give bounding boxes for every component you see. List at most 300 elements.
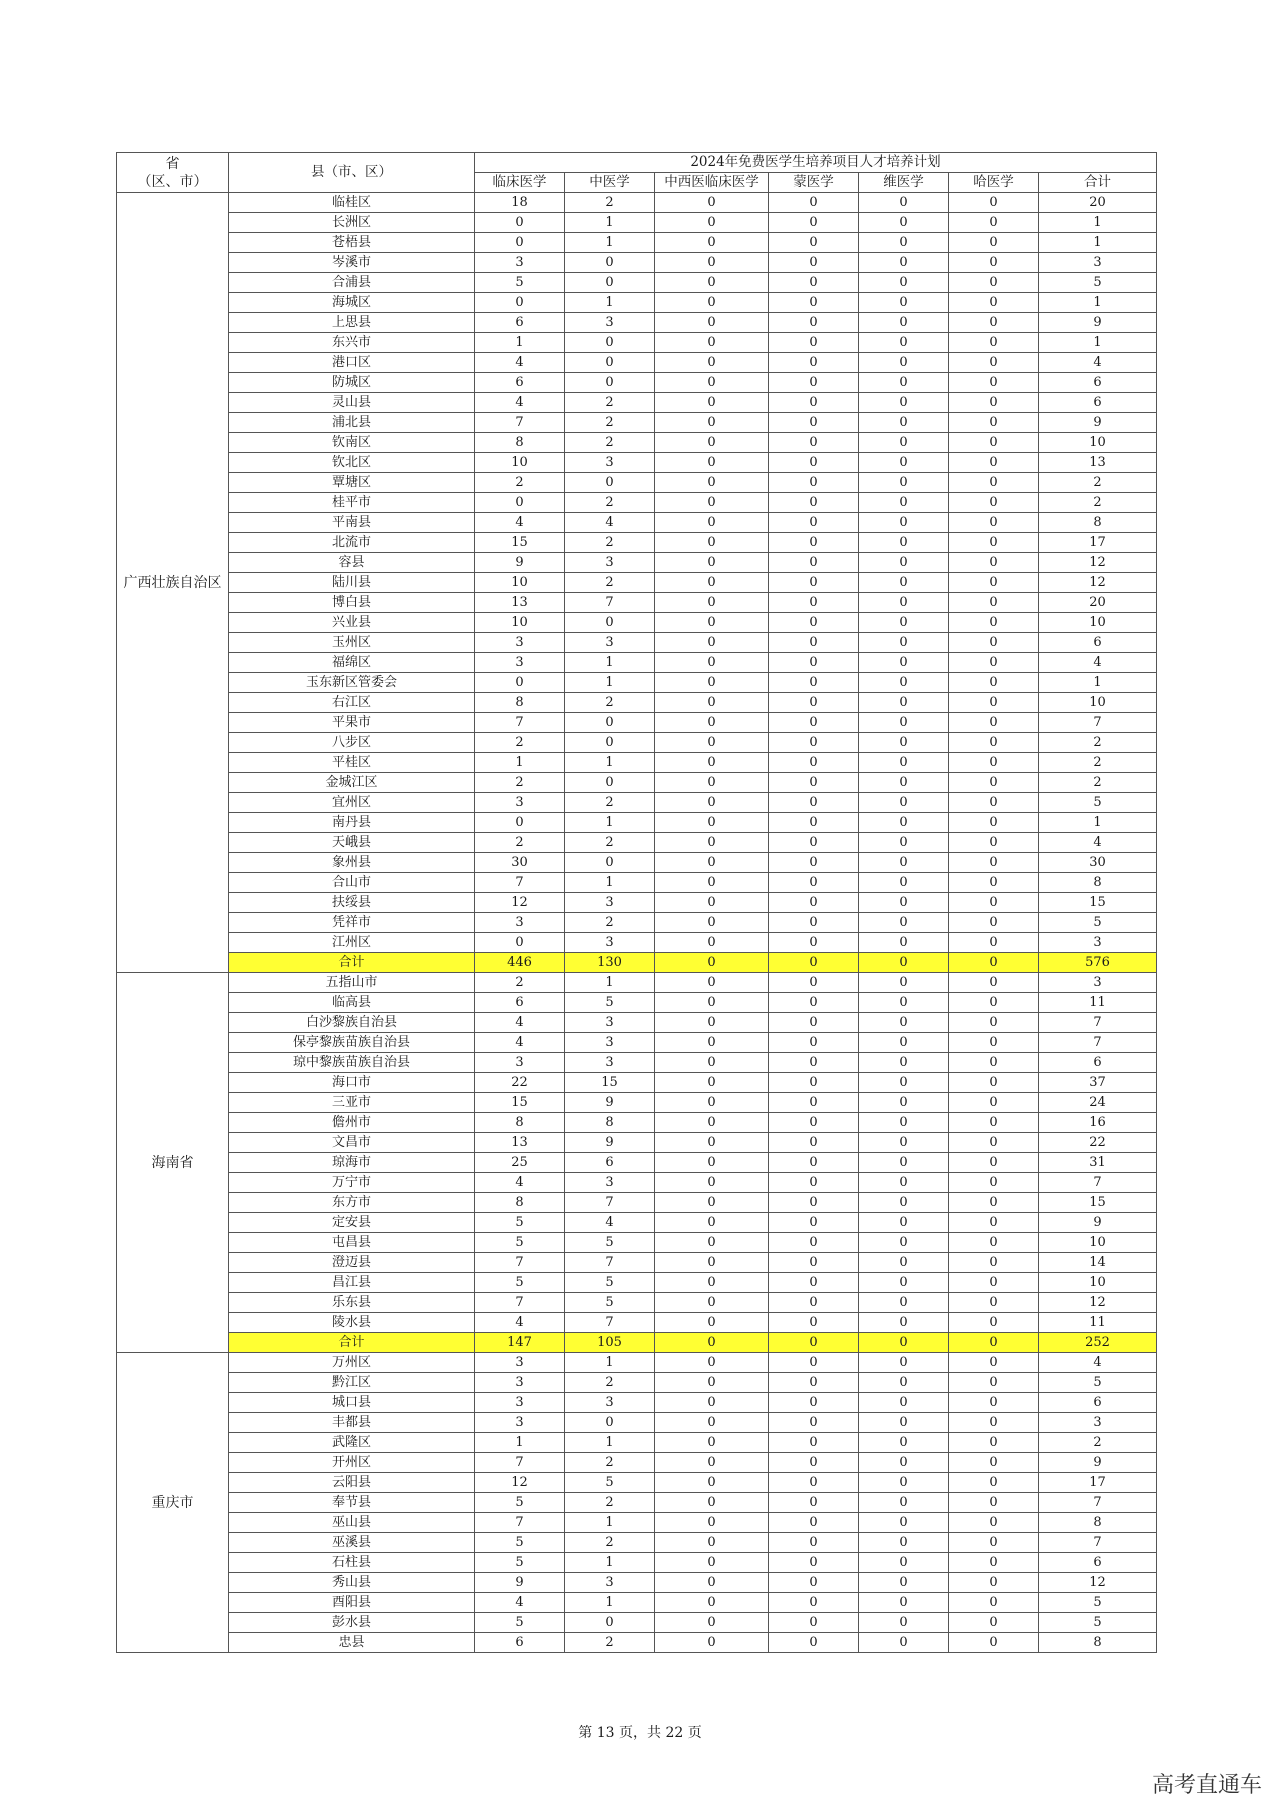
county-cell: 三亚市 (229, 1093, 475, 1113)
value-cell: 3 (475, 653, 565, 673)
value-cell: 0 (475, 213, 565, 233)
county-cell: 石柱县 (229, 1553, 475, 1573)
table-row (117, 573, 1157, 593)
value-cell: 0 (769, 1353, 859, 1373)
value-cell: 0 (949, 873, 1039, 893)
value-cell: 5 (475, 1493, 565, 1513)
value-cell: 5 (1039, 793, 1157, 813)
table-row (117, 513, 1157, 533)
value-cell: 8 (1039, 873, 1157, 893)
value-cell: 0 (859, 213, 949, 233)
table-row (117, 633, 1157, 653)
value-cell: 1 (475, 333, 565, 353)
table-row (117, 413, 1157, 433)
table-header (117, 153, 1157, 193)
value-cell: 0 (949, 1053, 1039, 1073)
value-cell: 3 (475, 1393, 565, 1413)
value-cell: 3 (1039, 253, 1157, 273)
value-cell: 0 (949, 973, 1039, 993)
value-cell: 1 (565, 673, 655, 693)
value-cell: 4 (475, 1313, 565, 1333)
value-cell: 10 (475, 613, 565, 633)
value-cell: 0 (655, 1033, 769, 1053)
value-cell: 4 (565, 513, 655, 533)
county-cell: 平南县 (229, 513, 475, 533)
value-cell: 2 (565, 793, 655, 813)
value-cell: 0 (949, 1013, 1039, 1033)
value-cell: 0 (949, 933, 1039, 953)
value-cell: 0 (859, 493, 949, 513)
county-cell: 钦南区 (229, 433, 475, 453)
value-cell: 1 (1039, 213, 1157, 233)
value-cell: 0 (655, 1173, 769, 1193)
county-cell: 北流市 (229, 533, 475, 553)
county-cell: 云阳县 (229, 1473, 475, 1493)
value-cell: 0 (859, 253, 949, 273)
table-row (117, 213, 1157, 233)
value-cell: 0 (949, 1093, 1039, 1113)
value-cell: 4 (1039, 1353, 1157, 1373)
value-cell: 1 (565, 1353, 655, 1373)
total-value: 0 (859, 953, 949, 973)
value-cell: 1 (475, 1433, 565, 1453)
value-cell: 0 (769, 913, 859, 933)
value-cell: 9 (565, 1093, 655, 1113)
value-cell: 0 (655, 1053, 769, 1073)
value-cell: 0 (769, 353, 859, 373)
county-cell: 东兴市 (229, 333, 475, 353)
county-cell: 琼海市 (229, 1153, 475, 1173)
value-cell: 7 (565, 1193, 655, 1213)
value-cell: 0 (655, 353, 769, 373)
value-cell: 2 (565, 1533, 655, 1553)
county-cell: 奉节县 (229, 1493, 475, 1513)
value-cell: 3 (565, 933, 655, 953)
table-row (117, 993, 1157, 1013)
value-cell: 1 (565, 653, 655, 673)
value-cell: 0 (769, 1073, 859, 1093)
value-cell: 3 (475, 793, 565, 813)
county-cell: 博白县 (229, 593, 475, 613)
value-cell: 0 (859, 313, 949, 333)
value-cell: 1 (565, 973, 655, 993)
value-cell: 1 (565, 1513, 655, 1533)
value-cell: 0 (769, 1233, 859, 1253)
table-row (117, 973, 1157, 993)
value-cell: 0 (949, 1133, 1039, 1153)
table-row (117, 1593, 1157, 1613)
value-cell: 12 (475, 893, 565, 913)
value-cell: 0 (565, 373, 655, 393)
value-cell: 0 (655, 333, 769, 353)
value-cell: 0 (769, 1173, 859, 1193)
value-cell: 0 (655, 793, 769, 813)
value-cell: 15 (475, 1093, 565, 1113)
value-cell: 12 (475, 1473, 565, 1493)
value-cell: 3 (1039, 933, 1157, 953)
county-cell: 上思县 (229, 313, 475, 333)
value-cell: 0 (655, 413, 769, 433)
value-cell: 0 (769, 1273, 859, 1293)
value-cell: 0 (949, 1193, 1039, 1213)
value-cell: 0 (655, 1573, 769, 1593)
county-header: 县（市、区） (229, 153, 475, 193)
table-row (117, 1413, 1157, 1433)
value-cell: 0 (655, 1113, 769, 1133)
table-row (117, 393, 1157, 413)
county-cell: 酉阳县 (229, 1593, 475, 1613)
value-cell: 30 (475, 853, 565, 873)
value-cell: 0 (859, 1633, 949, 1653)
value-cell: 0 (949, 333, 1039, 353)
province-cell: 海南省 (117, 973, 229, 1353)
table-row (117, 673, 1157, 693)
value-cell: 0 (859, 653, 949, 673)
value-cell: 0 (769, 1473, 859, 1493)
value-cell: 0 (655, 1353, 769, 1373)
value-cell: 10 (1039, 693, 1157, 713)
value-cell: 0 (769, 433, 859, 453)
value-cell: 2 (565, 573, 655, 593)
county-cell: 乐东县 (229, 1293, 475, 1313)
table-row (117, 653, 1157, 673)
value-cell: 2 (565, 1373, 655, 1393)
value-cell: 0 (949, 1513, 1039, 1533)
value-cell: 0 (859, 1453, 949, 1473)
table-row (117, 373, 1157, 393)
table-row (117, 473, 1157, 493)
value-cell: 9 (1039, 313, 1157, 333)
value-cell: 0 (859, 1033, 949, 1053)
value-cell: 0 (769, 413, 859, 433)
value-cell: 0 (859, 293, 949, 313)
county-cell: 平果市 (229, 713, 475, 733)
value-cell: 0 (949, 293, 1039, 313)
table-row (117, 1053, 1157, 1073)
value-cell: 8 (475, 693, 565, 713)
value-cell: 0 (859, 533, 949, 553)
table-row (117, 493, 1157, 513)
table-row (117, 1133, 1157, 1153)
total-value: 0 (655, 1333, 769, 1353)
column-header: 哈医学 (949, 173, 1039, 193)
value-cell: 0 (949, 753, 1039, 773)
county-cell: 江州区 (229, 933, 475, 953)
value-cell: 0 (949, 573, 1039, 593)
value-cell: 7 (475, 713, 565, 733)
value-cell: 0 (769, 473, 859, 493)
table-row (117, 853, 1157, 873)
table-row (117, 1013, 1157, 1033)
value-cell: 6 (475, 993, 565, 1013)
value-cell: 10 (1039, 613, 1157, 633)
value-cell: 0 (949, 1553, 1039, 1573)
value-cell: 13 (475, 1133, 565, 1153)
value-cell: 37 (1039, 1073, 1157, 1093)
value-cell: 0 (769, 853, 859, 873)
value-cell: 17 (1039, 533, 1157, 553)
value-cell: 10 (475, 573, 565, 593)
value-cell: 0 (859, 1253, 949, 1273)
value-cell: 8 (1039, 513, 1157, 533)
value-cell: 0 (949, 1413, 1039, 1433)
value-cell: 0 (769, 1393, 859, 1413)
value-cell: 0 (859, 713, 949, 733)
value-cell: 2 (565, 693, 655, 713)
value-cell: 0 (949, 1313, 1039, 1333)
value-cell: 0 (655, 1393, 769, 1413)
value-cell: 11 (1039, 993, 1157, 1013)
value-cell: 0 (655, 633, 769, 653)
value-cell: 0 (769, 193, 859, 213)
value-cell: 0 (769, 693, 859, 713)
value-cell: 10 (1039, 433, 1157, 453)
value-cell: 2 (475, 733, 565, 753)
county-cell: 陆川县 (229, 573, 475, 593)
value-cell: 10 (1039, 1233, 1157, 1253)
county-cell: 福绵区 (229, 653, 475, 673)
county-cell: 城口县 (229, 1393, 475, 1413)
value-cell: 0 (949, 1293, 1039, 1313)
value-cell: 0 (475, 673, 565, 693)
value-cell: 0 (565, 253, 655, 273)
county-cell: 陵水县 (229, 1313, 475, 1333)
value-cell: 9 (1039, 1453, 1157, 1473)
value-cell: 0 (655, 653, 769, 673)
value-cell: 0 (565, 773, 655, 793)
plan-title: 2024年免费医学生培养项目人才培养计划 (475, 153, 1157, 173)
value-cell: 0 (859, 973, 949, 993)
value-cell: 0 (655, 593, 769, 613)
value-cell: 0 (769, 1313, 859, 1333)
value-cell: 0 (859, 573, 949, 593)
value-cell: 5 (475, 1273, 565, 1293)
value-cell: 0 (949, 413, 1039, 433)
value-cell: 1 (1039, 673, 1157, 693)
table-row (117, 1273, 1157, 1293)
value-cell: 0 (769, 573, 859, 593)
value-cell: 0 (859, 913, 949, 933)
value-cell: 0 (655, 693, 769, 713)
county-cell: 桂平市 (229, 493, 475, 513)
value-cell: 0 (859, 1193, 949, 1213)
value-cell: 0 (859, 1473, 949, 1493)
value-cell: 2 (1039, 473, 1157, 493)
value-cell: 2 (1039, 773, 1157, 793)
value-cell: 9 (1039, 1213, 1157, 1233)
value-cell: 14 (1039, 1253, 1157, 1273)
value-cell: 0 (949, 1173, 1039, 1193)
value-cell: 25 (475, 1153, 565, 1173)
value-cell: 1 (565, 293, 655, 313)
value-cell: 0 (565, 733, 655, 753)
value-cell: 0 (655, 1413, 769, 1433)
table-row (117, 1313, 1157, 1333)
value-cell: 3 (1039, 973, 1157, 993)
county-cell: 金城江区 (229, 773, 475, 793)
value-cell: 2 (565, 393, 655, 413)
value-cell: 0 (769, 493, 859, 513)
total-value: 0 (769, 1333, 859, 1353)
county-cell: 防城区 (229, 373, 475, 393)
value-cell: 0 (949, 513, 1039, 533)
value-cell: 0 (655, 1273, 769, 1293)
value-cell: 0 (949, 1213, 1039, 1233)
value-cell: 0 (655, 1453, 769, 1473)
value-cell: 10 (1039, 1273, 1157, 1293)
value-cell: 0 (949, 793, 1039, 813)
value-cell: 0 (769, 1533, 859, 1553)
value-cell: 0 (565, 473, 655, 493)
value-cell: 7 (1039, 1533, 1157, 1553)
value-cell: 0 (769, 993, 859, 1013)
value-cell: 0 (655, 1233, 769, 1253)
value-cell: 0 (859, 353, 949, 373)
value-cell: 1 (1039, 813, 1157, 833)
value-cell: 3 (1039, 1413, 1157, 1433)
table-row (117, 313, 1157, 333)
value-cell: 1 (565, 1433, 655, 1453)
value-cell: 22 (1039, 1133, 1157, 1153)
value-cell: 0 (859, 393, 949, 413)
value-cell: 0 (859, 1553, 949, 1573)
value-cell: 6 (475, 313, 565, 333)
value-cell: 18 (475, 193, 565, 213)
value-cell: 0 (565, 1613, 655, 1633)
county-cell: 忠县 (229, 1633, 475, 1653)
table-row (117, 593, 1157, 613)
value-cell: 0 (949, 1573, 1039, 1593)
value-cell: 0 (949, 473, 1039, 493)
value-cell: 3 (565, 553, 655, 573)
table-row (117, 1353, 1157, 1373)
page-number: 第 13 页，共 22 页 (578, 1725, 702, 1741)
value-cell: 0 (949, 713, 1039, 733)
county-cell: 合山市 (229, 873, 475, 893)
value-cell: 2 (1039, 1433, 1157, 1453)
value-cell: 0 (769, 733, 859, 753)
training-plan-table (116, 152, 1157, 1653)
value-cell: 0 (859, 1053, 949, 1073)
value-cell: 0 (769, 793, 859, 813)
value-cell: 0 (859, 773, 949, 793)
value-cell: 0 (859, 1273, 949, 1293)
value-cell: 2 (1039, 753, 1157, 773)
value-cell: 0 (655, 1613, 769, 1633)
county-cell: 岑溪市 (229, 253, 475, 273)
column-header: 合计 (1039, 173, 1157, 193)
table-row (117, 1253, 1157, 1273)
total-value: 147 (475, 1333, 565, 1353)
value-cell: 3 (565, 633, 655, 653)
value-cell: 0 (769, 873, 859, 893)
value-cell: 1 (565, 753, 655, 773)
value-cell: 0 (655, 213, 769, 233)
table-row (117, 253, 1157, 273)
value-cell: 4 (475, 393, 565, 413)
value-cell: 15 (1039, 893, 1157, 913)
value-cell: 0 (655, 1513, 769, 1533)
value-cell: 5 (1039, 1613, 1157, 1633)
value-cell: 0 (949, 313, 1039, 333)
value-cell: 20 (1039, 593, 1157, 613)
value-cell: 30 (1039, 853, 1157, 873)
value-cell: 0 (949, 233, 1039, 253)
value-cell: 0 (859, 933, 949, 953)
value-cell: 3 (565, 1573, 655, 1593)
value-cell: 0 (655, 993, 769, 1013)
value-cell: 0 (949, 733, 1039, 753)
total-value: 0 (859, 1333, 949, 1353)
value-cell: 2 (565, 1493, 655, 1513)
value-cell: 0 (949, 1593, 1039, 1613)
value-cell: 4 (475, 1033, 565, 1053)
county-cell: 港口区 (229, 353, 475, 373)
value-cell: 0 (769, 1513, 859, 1533)
value-cell: 0 (655, 1433, 769, 1453)
value-cell: 0 (949, 493, 1039, 513)
total-value: 576 (1039, 953, 1157, 973)
value-cell: 12 (1039, 1573, 1157, 1593)
total-row (117, 953, 1157, 973)
value-cell: 0 (769, 273, 859, 293)
table-row (117, 613, 1157, 633)
value-cell: 0 (859, 1093, 949, 1113)
county-cell: 临桂区 (229, 193, 475, 213)
value-cell: 2 (1039, 493, 1157, 513)
value-cell: 0 (859, 1433, 949, 1453)
value-cell: 9 (1039, 413, 1157, 433)
table-row (117, 713, 1157, 733)
value-cell: 8 (1039, 1513, 1157, 1533)
county-cell: 凭祥市 (229, 913, 475, 933)
value-cell: 0 (655, 273, 769, 293)
table-row (117, 1513, 1157, 1533)
county-cell: 浦北县 (229, 413, 475, 433)
value-cell: 0 (655, 1473, 769, 1493)
value-cell: 0 (769, 1053, 859, 1073)
value-cell: 2 (475, 773, 565, 793)
table-row (117, 1453, 1157, 1473)
watermark: 高考直通车 (1151, 1773, 1262, 1798)
value-cell: 3 (565, 1393, 655, 1413)
value-cell: 0 (949, 1493, 1039, 1513)
value-cell: 4 (475, 353, 565, 373)
county-cell: 容县 (229, 553, 475, 573)
county-cell: 海口市 (229, 1073, 475, 1093)
county-cell: 五指山市 (229, 973, 475, 993)
value-cell: 0 (859, 1413, 949, 1433)
value-cell: 0 (769, 1213, 859, 1233)
value-cell: 0 (655, 1253, 769, 1273)
value-cell: 20 (1039, 193, 1157, 213)
total-value: 0 (949, 1333, 1039, 1353)
value-cell: 0 (769, 513, 859, 533)
value-cell: 3 (475, 633, 565, 653)
column-header: 维医学 (859, 173, 949, 193)
value-cell: 0 (859, 1533, 949, 1553)
value-cell: 0 (655, 1293, 769, 1313)
value-cell: 0 (565, 353, 655, 373)
county-cell: 南丹县 (229, 813, 475, 833)
value-cell: 7 (565, 1253, 655, 1273)
value-cell: 2 (475, 833, 565, 853)
table-row (117, 533, 1157, 553)
table-row (117, 453, 1157, 473)
value-cell: 0 (655, 873, 769, 893)
county-cell: 万宁市 (229, 1173, 475, 1193)
value-cell: 0 (859, 1153, 949, 1173)
